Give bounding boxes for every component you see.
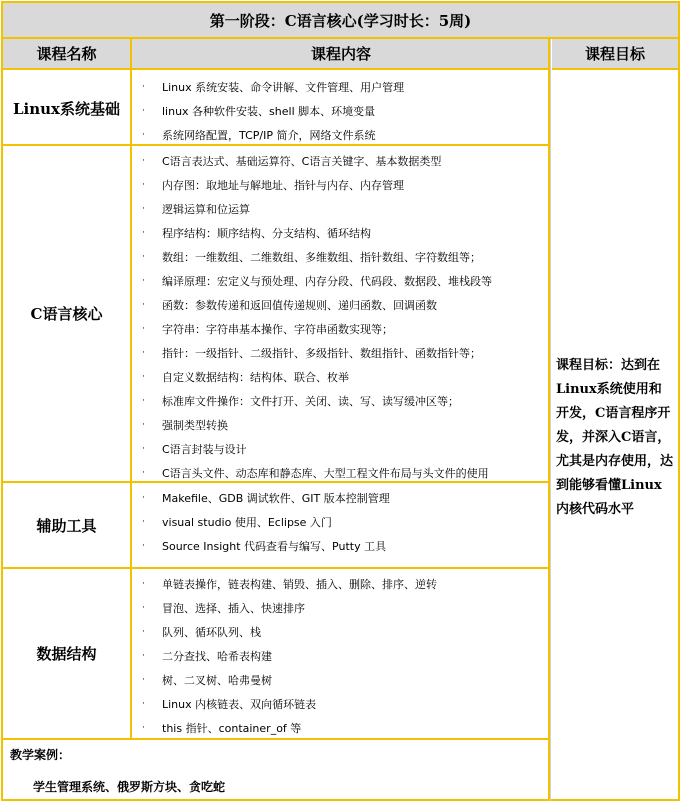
list-item: · 自定义数据结构：结构体、联合、枚举 xyxy=(142,371,349,384)
teaching-case xyxy=(3,740,550,801)
list-item: · 系统网络配置，TCP/IP 简介，网络文件系统 xyxy=(142,129,376,142)
list-item: · 逻辑运算和位运算 xyxy=(142,203,250,216)
list-item: · 树、二叉树、哈弗曼树 xyxy=(142,674,272,687)
grid-line xyxy=(550,39,551,801)
list-item: · 函数：参数传递和返回值传递规则、递归函数、回调函数 xyxy=(142,299,437,312)
list-item: · 二分查找、哈希表构建 xyxy=(142,650,272,663)
list-item: · linux 各种软件安装、shell 脚本、环境变量 xyxy=(142,105,376,118)
list-item: · Linux 内核链表、双向循环链表 xyxy=(142,698,317,711)
teaching-case-text: 学生管理系统、俄罗斯方块、贪吃蛇 xyxy=(33,780,226,794)
list-item: · visual studio 使用、Eclipse 入门 xyxy=(142,516,332,529)
list-item: · 字符串：字符串基本操作、字符串函数实现等； xyxy=(142,323,393,336)
header-course-content: 课程内容 xyxy=(132,39,550,70)
list-item: · 标准库文件操作：文件打开、关闭、读、写、读写缓冲区等； xyxy=(142,395,459,408)
list-item: · this 指针、container_of 等 xyxy=(142,722,302,735)
course-goal-cell xyxy=(552,72,678,803)
header-course-goal: 课程目标 xyxy=(552,39,678,70)
course-name-linux: Linux系统基础 xyxy=(13,99,120,118)
stage-title: 第一阶段：C语言核心(学习时长：5周) xyxy=(3,3,678,39)
course-name-c-core: C语言核心 xyxy=(30,305,103,323)
list-item: · C语言头文件、动态库和静态库、大型工程文件布局与头文件的使用 xyxy=(142,467,489,480)
list-item: · 冒泡、选择、插入、快速排序 xyxy=(142,602,305,615)
curriculum-table xyxy=(1,1,680,801)
list-item: · Linux 系统安装、命令讲解、文件管理、用户管理 xyxy=(142,81,405,94)
list-item: · Source Insight 代码查看与编写、Putty 工具 xyxy=(142,540,387,553)
list-item: · 编译原理：宏定义与预处理、内存分段、代码段、数据段、堆栈段等 xyxy=(142,275,492,288)
course-content-linux xyxy=(132,72,548,147)
list-item: · C语言表达式、基础运算符、C语言关键字、基本数据类型 xyxy=(142,155,442,168)
list-item: · 强制类型转换 xyxy=(142,419,228,432)
course-content-tools xyxy=(132,483,548,558)
teaching-case-label: 教学案例： xyxy=(10,748,71,762)
header-course-name: 课程名称 xyxy=(3,39,130,70)
list-item: · 数组：一维数组、二维数组、多维数组、指针数组、字符数组等； xyxy=(142,251,481,264)
list-item: · 程序结构：顺序结构、分支结构、循环结构 xyxy=(142,227,371,240)
list-item: · Makefile、GDB 调试软件、GIT 版本控制管理 xyxy=(142,492,390,505)
course-content-data-structures xyxy=(132,569,548,740)
course-name-data-structures: 数据结构 xyxy=(36,645,97,663)
course-goal-text: 课程目标：达到在Linux系统使用和开发，C语言程序开发，并深入C语言，尤其是内存使用，达到能够看懂Linux内核代码水平 xyxy=(556,357,674,517)
list-item: · 内存图：取地址与解地址、指针与内存、内存管理 xyxy=(142,179,404,192)
list-item: · 指针：一级指针、二级指针、多级指针、数组指针、函数指针等； xyxy=(142,347,481,360)
list-item: · C语言封装与设计 xyxy=(142,443,247,456)
course-name-tools: 辅助工具 xyxy=(36,516,97,535)
course-content-c-core xyxy=(132,146,548,485)
list-item: · 队列、循环队列、栈 xyxy=(142,626,261,639)
list-item: · 单链表操作，链表构建、销毁、插入、删除、排序、逆转 xyxy=(142,578,437,591)
